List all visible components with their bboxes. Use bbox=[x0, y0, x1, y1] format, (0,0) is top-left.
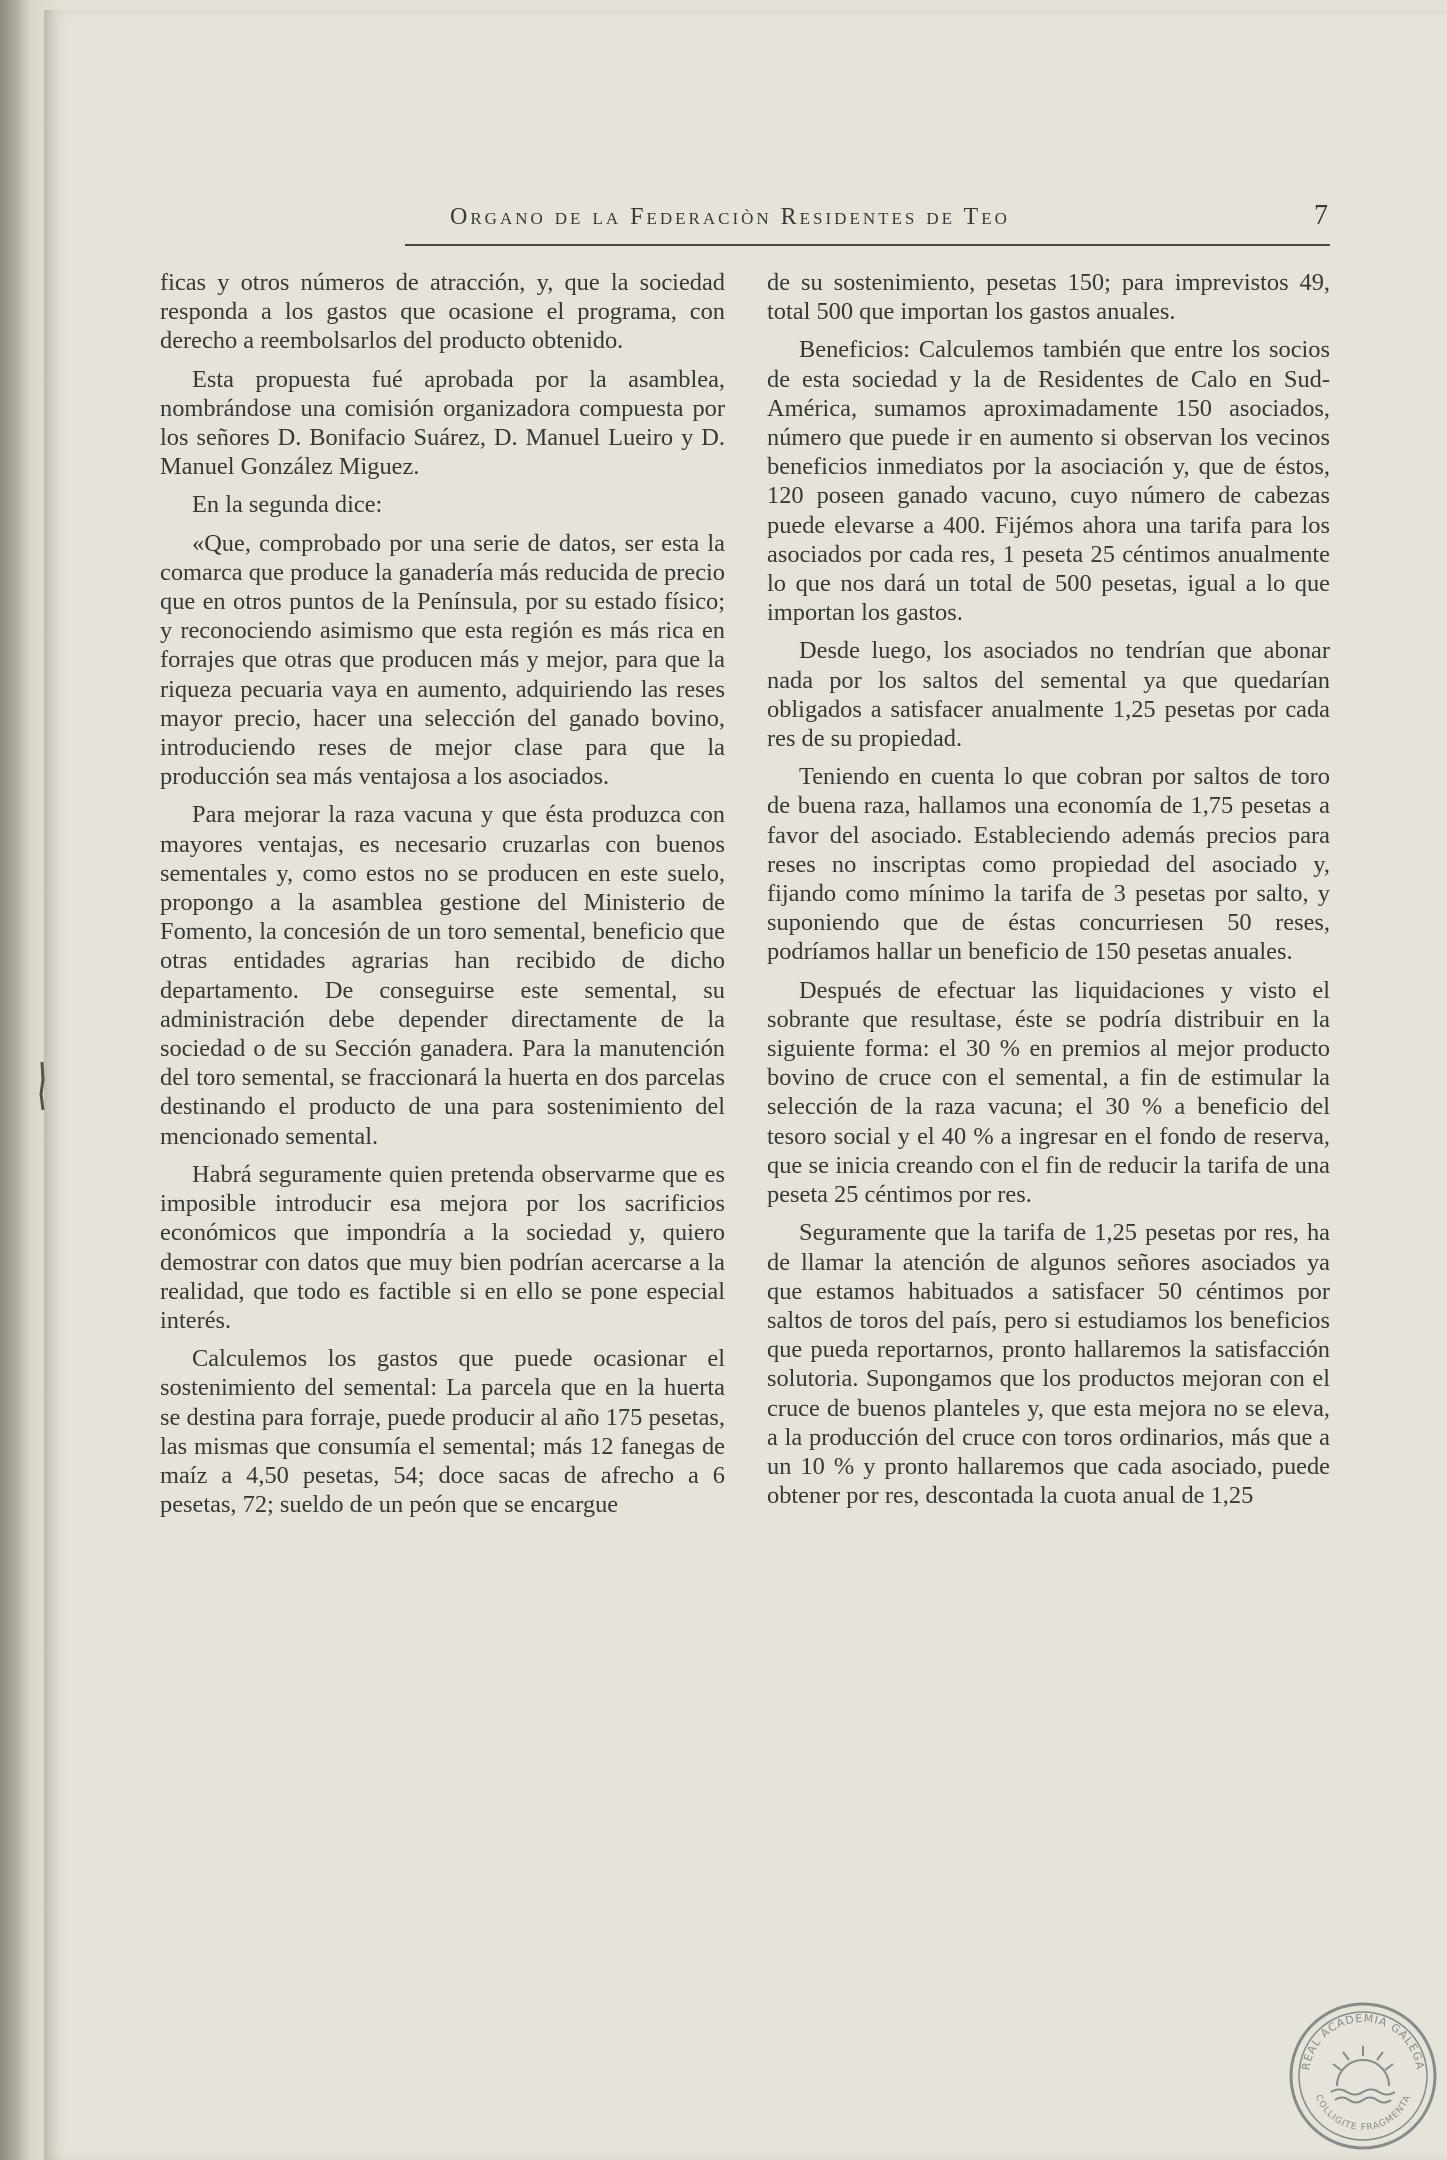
margin-mark bbox=[36, 1060, 48, 1112]
page-number: 7 bbox=[1314, 200, 1328, 231]
library-stamp-seal bbox=[1287, 2000, 1439, 2152]
right-column bbox=[767, 268, 1330, 1519]
paragraph: Habrá seguramente quien pretenda observarme que es imposible introducir esa mejora por los sacrificios económicos que impondría a la sociedad y, quiero demostrar con datos que muy bien podrían acercarse a la realidad, que todo es factible si en ello se pone especial interés. bbox=[160, 1160, 725, 1334]
paragraph: Esta propuesta fué aprobada por la asamblea, nombrándose una comisión organizadora compuesta por los señores D. Bonifacio Suárez, D. Manuel Lueiro y D. Manuel González Miguez. bbox=[160, 365, 725, 481]
header-title: Organo de la Federaciòn Residentes de Teo bbox=[450, 204, 1010, 230]
left-column bbox=[160, 268, 725, 1528]
paragraph: Teniendo en cuenta lo que cobran por saltos de toro de buena raza, hallamos una economía de 1,75 pesetas a favor del asociado. Estableciendo además precios para reses no inscriptas como propiedad del asociado y, fijando como mínimo la tarifa de 3 pesetas por salto, y suponiendo que de éstas concurriesen 50 reses, podríamos hallar un beneficio de 150 pesetas anuales. bbox=[767, 763, 1330, 966]
running-header bbox=[405, 196, 1330, 246]
paragraph: Beneficios: Calculemos también que entre los socios de esta sociedad y la de Residentes de Calo en Sud-América, sumamos aproximadamente 150 asociados, número que puede ir en aumento si observan los vecinos beneficios inmediatos por la asociación y, que de éstos, 120 poseen ganado vacuno, cuyo número de cabezas puede elevarse a 400. Fijémos ahora una tarifa para los asociados por cada res, 1 peseta 25 céntimos anualmente lo que nos dará un total de 500 pesetas, igual a lo que importan los gastos. bbox=[767, 336, 1330, 627]
paragraph: En la segunda dice: bbox=[192, 491, 383, 519]
paragraph: ficas y otros números de atracción, y, que la sociedad responda a los gastos que ocasione el programa, con derecho a reembolsarlos del producto obtenido. bbox=[160, 269, 725, 355]
stamp-bottom-text: COLLIGITE FRAGMENTA bbox=[1312, 2093, 1414, 2134]
paragraph: Después de efectuar las liquidaciones y visto el sobrante que resultase, éste se podría distribuir en la siguiente forma: el 30 % en premios al mejor producto bovino de cruce con el semental, a fin de estimular la selección de la raza vacuna; el 30 % a beneficio del tesoro social y el 40 % a ingresar en el fondo de reserva, que se inicia creando con el fin de reducir la tarifa de una peseta 25 céntimos por res. bbox=[767, 976, 1330, 1209]
paragraph: de su sostenimiento, pesetas 150; para imprevistos 49, total 500 que importan los gastos anuales. bbox=[767, 269, 1330, 326]
paragraph: Para mejorar la raza vacuna y que ésta produzca con mayores ventajas, es necesario cruzarlas con buenos sementales y, como estos no se producen en este suelo, propongo a la asamblea gestione del Ministerio de Fomento, la concesión de un toro semental, beneficio que otras entidades agrarias han recibido de dicho departamento. De conseguirse este semental, su administración debe depender directamente de la sociedad o de su Sección ganadera. Para la manutención del toro semental, se fraccionará la huerta en dos parcelas destinando el producto de una para sostenimiento del mencionado semental. bbox=[160, 801, 725, 1150]
paragraph: Desde luego, los asociados no tendrían que abonar nada por los saltos del semental ya que quedarían obligados a satisfacer anualmente 1,25 pesetas por cada res de su propiedad. bbox=[767, 637, 1330, 753]
quote-paragraph: «Que, comprobado por una serie de datos, ser esta la comarca que produce la ganadería más reducida de precio que en otros puntos de la Península, por su estado físico; y reconociendo asimismo que esta región es más rica en forrajes que otras que producen más y mejor, para que la riqueza pecuaria vaya en aumento, adquiriendo las reses mayor precio, hacer una selección del ganado bovino, introduciendo reses de mejor clase para que la producción sea más ventajosa a los asociados. bbox=[160, 529, 725, 791]
paragraph: Calculemos los gastos que puede ocasionar el sostenimiento del semental: La parcela que en la huerta se destina para forraje, puede producir al año 175 pesetas, las mismas que consumía el semental; más 12 fanegas de maíz a 4,50 pesetas, 54; doce sacas de afrecho a 6 pesetas, 72; sueldo de un peón que se encargue bbox=[160, 1345, 725, 1519]
stamp-top-text: REAL ACADEMIA GALEGA bbox=[1299, 2011, 1427, 2072]
paragraph: Seguramente que la tarifa de 1,25 pesetas por res, ha de llamar la atención de algunos señores asociados ya que estamos habituados a satisfacer 50 céntimos por saltos de toros del país, pero si estudiamos los beneficios que pueda reportarnos, pronto hallaremos la satisfacción solutoria. Supongamos que los productos mejoran con el cruce de buenos planteles y, que esta mejora no se eleva, a la producción del cruce con toros ordinarios, más que a un 10 % y pronto hallaremos que cada asociado, puede obtener por res, descontada la cuota anual de 1,25 bbox=[767, 1219, 1330, 1510]
